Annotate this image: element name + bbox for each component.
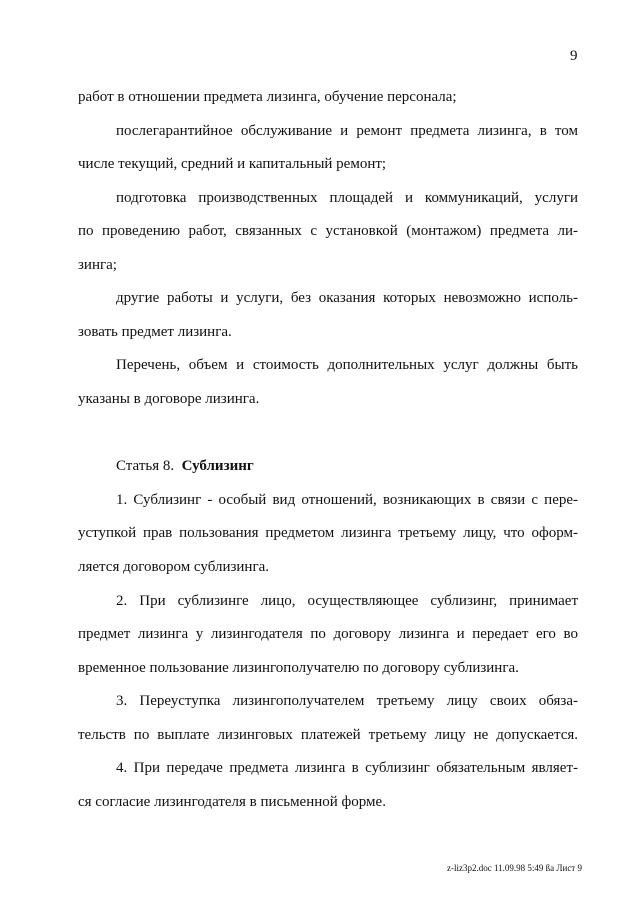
article-heading bbox=[116, 457, 254, 475]
text-line: указаны в договоре лизинга. bbox=[78, 391, 260, 407]
document-footer: z-liz3p2.doc 11.09.98 5:49 ßa Лист 9 bbox=[447, 863, 582, 873]
text-line: работ в отношении предмета лизинга, обучение персонала; bbox=[78, 89, 457, 105]
text-line: временное пользование лизингополучателю по договору сублизинга. bbox=[78, 660, 519, 676]
text-line: послегарантийное обслуживание и ремонт предмета лизинга, в том bbox=[116, 123, 578, 139]
text-line: зинга; bbox=[78, 257, 117, 273]
text-line: зовать предмет лизинга. bbox=[78, 324, 232, 340]
text-line: тельств по выплате лизинговых платежей третьему лицу не допускается. bbox=[78, 727, 578, 743]
page-number: 9 bbox=[570, 48, 578, 64]
article-title: Сублизинг bbox=[181, 458, 254, 474]
text-line: 1. Сублизинг - особый вид отношений, возникающих в связи с пере- bbox=[116, 492, 578, 508]
text-line: ся согласие лизингодателя в письменной форме. bbox=[78, 794, 386, 810]
text-line: числе текущий, средний и капитальный ремонт; bbox=[78, 156, 387, 172]
text-line: другие работы и услуги, без оказания которых невозможно исполь- bbox=[116, 290, 578, 306]
article-number: Статья 8. bbox=[116, 458, 175, 474]
text-line: по проведению работ, связанных с установкой (монтажом) предмета ли- bbox=[78, 223, 578, 239]
text-line: 2. При сублизинге лицо, осуществляющее сублизинг, принимает bbox=[116, 593, 578, 609]
text-line: 4. При передаче предмета лизинга в сублизинг обязательным являет- bbox=[116, 760, 578, 776]
text-line: предмет лизинга у лизингодателя по договору лизинга и передает его во bbox=[78, 626, 578, 642]
text-line: подготовка производственных площадей и коммуникаций, услуги bbox=[116, 190, 578, 206]
text-line: Перечень, объем и стоимость дополнительных услуг должны быть bbox=[116, 357, 578, 373]
text-line: 3. Переуступка лизингополучателем третьему лицу своих обяза- bbox=[116, 693, 578, 709]
text-line: ляется договором сублизинга. bbox=[78, 559, 270, 575]
text-line: уступкой прав пользования предметом лизинга третьему лицу, что оформ- bbox=[78, 525, 578, 541]
